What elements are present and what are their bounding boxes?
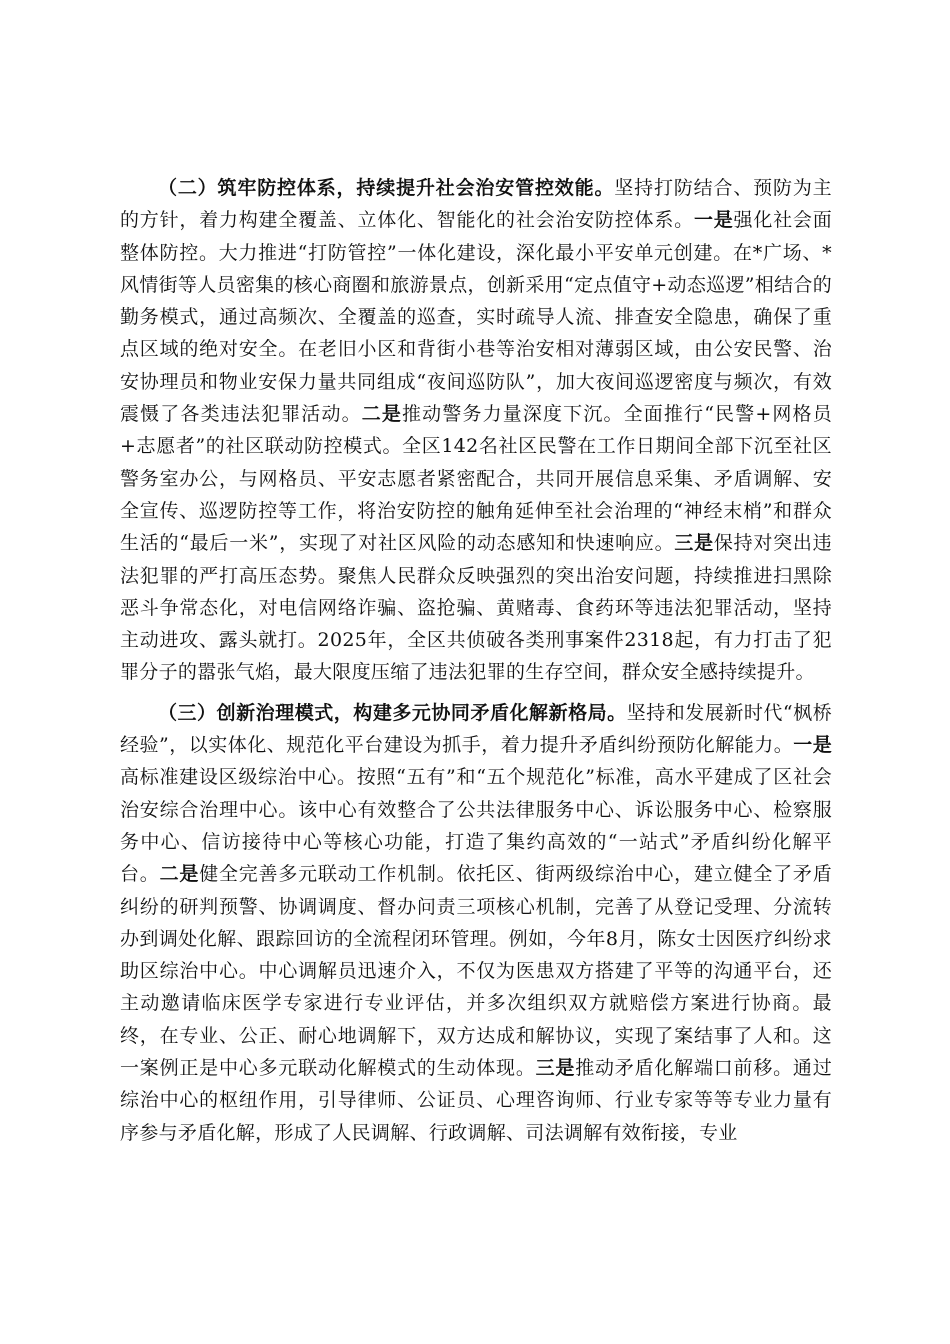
section-3-point-1-text: 高标准建设区级综治中心。按照“五有”和“五个规范化”标准，高水平建成了区社会治安综合治理中心。该中心有效整合了公共法律服务中心、诉讼服务中心、检察服务中心、信访接待中心等核心功能，打造了集约高效的“一站式”矛盾纠纷化解平台。 xyxy=(120,766,832,886)
section-2-point-3-text: 保持对突出违法犯罪的严打高压态势。聚焦人民群众反映强烈的突出治安问题，持续推进扫黑除恶斗争常态化，对电信网络诈骗、盗抢骗、黄赌毒、食药环等违法犯罪活动，坚持主动进攻、露头就打。2025年，全区共侦破各类刑事案件2318起，有力打击了犯罪分子的嚣张气焰，最大限度压缩了违法犯罪的生存空间，群众安全感持续提升。 xyxy=(120,532,832,684)
section-3-point-3-label: 三是 xyxy=(535,1057,576,1080)
section-3-point-2-text: 健全完善多元联动工作机制。依托区、街两级综治中心，建立健全了矛盾纠纷的研判预警、协调调度、督办问责三项核心机制，完善了从登记受理、分流转办到调处化解、跟踪回访的全流程闭环管理。例如，今年8月，陈女士因医疗纠纷求助区综治中心。中心调解员迅速介入，不仅为医患双方搭建了平等的沟通平台，还主动邀请临床医学专家进行专业评估，并多次组织双方就赔偿方案进行协商。最终，在专业、公正、耐心地调解下，双方达成和解协议，实现了案结事了人和。这一案例正是中心多元联动化解模式的生动体现。 xyxy=(120,863,832,1080)
section-2-point-2-text: 推动警务力量深度下沉。全面推行“民警+网格员+志愿者”的社区联动防控模式。全区142名社区民警在工作日期间全部下沉至社区警务室办公，与网格员、平安志愿者紧密配合，共同开展信息采集、矛盾调解、安全宣传、巡逻防控等工作，将治安防控的触角延伸至社会治理的“神经末梢”和群众生活的“最后一米”，实现了对社区风险的动态感知和快速响应。 xyxy=(120,403,832,555)
section-3-text-1: 坚持和发展新时代“枫桥经验”，以实体化、规范化平台建设为抓手，着力提升矛盾纠纷预防化解能力。 xyxy=(120,701,833,757)
section-3-point-3-text: 推动矛盾化解端口前移。通过综治中心的枢纽作用，引导律师、公证员、心理咨询师、行业专家等等专业力量有序参与矛盾化解，形成了人民调解、行政调解、司法调解有效衔接，专业 xyxy=(120,1057,832,1144)
section-2-point-1-label: 一是 xyxy=(693,209,734,232)
section-2-point-1-text: 强化社会面整体防控。大力推进“打防管控”一体化建设，深化最小平安单元创建。在*广场、*风情街等人员密集的核心商圈和旅游景点，创新采用“定点值守+动态巡逻”相结合的勤务模式，通过高频次、全覆盖的巡查，实时疏导人流、排查安全隐患，确保了重点区域的绝对安全。在老旧小区和背街小巷等治安相对薄弱区域，由公安民警、治安协理员和物业安保力量共同组成“夜间巡防队”，加大夜间巡逻密度与频次，有效震慑了各类违法犯罪活动。 xyxy=(120,209,832,426)
document-body xyxy=(120,172,832,1157)
section-2-point-2-label: 二是 xyxy=(361,403,403,426)
section-3-point-2-label: 二是 xyxy=(159,863,200,886)
section-2-text-1: 坚持打防结合、预防为主的方针，着力构建全覆盖、立体化、智能化的社会治安防控体系。 xyxy=(120,177,832,232)
section-3-point-1-label: 一是 xyxy=(793,734,833,757)
section-3-heading: （三）创新治理模式，构建多元协同矛盾化解新格局。 xyxy=(158,701,627,724)
paragraph-section-3 xyxy=(120,697,832,1149)
section-2-point-3-label: 三是 xyxy=(674,532,714,555)
section-2-heading: （二）筑牢防控体系，持续提升社会治安管控效能。 xyxy=(158,177,615,199)
paragraph-section-2 xyxy=(120,172,832,689)
